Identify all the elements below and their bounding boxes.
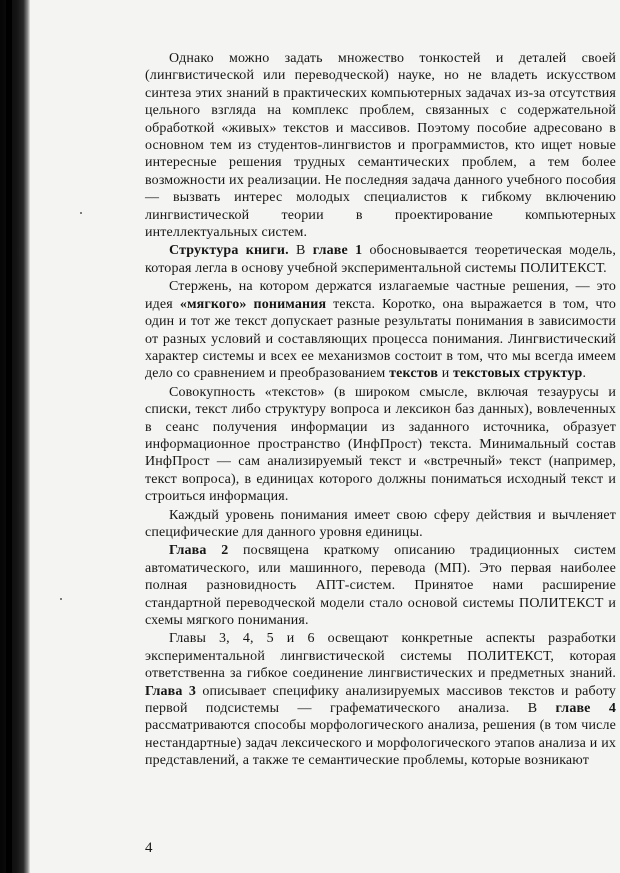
- text-run: В: [288, 243, 313, 259]
- paragraph: [145, 630, 616, 769]
- page-number: 4: [145, 840, 153, 856]
- text-run: Главы 3, 4, 5 и 6 освещают конкретные аспекты разработки экспериментальной лингвистической системы ПОЛИТЕКСТ, которая ответственна за гибкое соединение лингвистических и предметных знаний.: [145, 631, 616, 682]
- paragraph: [145, 384, 616, 506]
- paragraph: [145, 507, 616, 542]
- text-run: описывает специфику анализируемых массивов текстов и работу первой подсистемы — графематического анализа. В: [145, 683, 616, 717]
- text-run: и: [438, 366, 454, 382]
- bold-run: Структура книги.: [169, 243, 289, 259]
- scan-speck: [60, 598, 62, 600]
- text-run: Однако можно задать множество тонкостей и деталей своей (лингвистической или переводческой) науке, но не владеть искусством синтеза этих знаний в практических компьютерных задачах из-за отсутствия цельного взгляда на комплекс проблем, связанных с содержательной обработкой «живых» текстов и массивов. Поэтому пособие адресовано в основном тем из студентов-лингвистов и программистов, кто ищет новые интересные решения трудных семантических проблем, а тем более возможности их реализации. Не последняя задача данного учебного пособия — вызвать интерес молодых специалистов к гибкому включению лингвистической теории в проектирование компьютерных интеллектуальных систем.: [145, 51, 616, 241]
- text-run: обосновывается теоретическая модель, которая легла в основу учебной экспериментальной системы ПОЛИТЕКСТ.: [145, 243, 616, 276]
- paragraph: [145, 542, 616, 629]
- text-run: .: [582, 366, 587, 382]
- text-run: посвящена краткому описанию традиционных систем автоматического, или машинного, перевода (МП). Это первая наиболее полная разновидность АПТ-систем. Принятое нами расширение стандартной переводческой модели стало основой системы ПОЛИТЕКСТ и схемы мягкого понимания.: [145, 543, 616, 628]
- bold-run: главе 4: [555, 701, 617, 717]
- paragraph: [145, 50, 616, 241]
- text-run: Каждый уровень понимания имеет свою сферу действия и вычленяет специфические для данного уровня единицы.: [145, 507, 616, 540]
- paragraph: [145, 278, 616, 382]
- bold-run: главе 1: [312, 243, 363, 259]
- text-run: рассматриваются способы морфологического анализа, решения (в том числе нестандартные) задач лексического и морфологического этапов анализа и их представлений, а также те семантические проблемы, которые возникают: [145, 718, 616, 769]
- bold-run: «мягкого» понимания: [179, 296, 327, 312]
- text-run: Стержень, на котором держатся излагаемые частные решения, — это идея: [145, 279, 616, 312]
- text-run: текста. Коротко, она выражается в том, что один и тот же текст допускает разные результаты понимания в зависимости от разных условий и составляющих процесса понимания. Лингвистический характер системы и всех ее механизмов состоит в том, что мы всегда имеем дело со сравнением и преобразованием: [145, 296, 616, 382]
- bold-run: Глава 3: [145, 683, 197, 699]
- bold-run: текстов: [389, 366, 439, 382]
- bold-run: Глава 2: [169, 543, 229, 559]
- book-spine-shadow: [0, 0, 30, 873]
- page-body-text: [145, 50, 616, 770]
- bold-run: текстовых структур: [453, 366, 583, 382]
- paragraph: [145, 242, 616, 277]
- scan-speck: [80, 212, 82, 214]
- text-run: Совокупность «текстов» (в широком смысле, включая тезаурусы и списки, текст либо структуру вопроса и лексикон баз данных), вовлеченных в сеанс получения информации из заданного источника, образует информационное пространство (ИнфПрост) текста. Минимальный состав ИнфПрост — сам анализируемый текст и «встречный» текст (например, текст вопроса), в единицах которого должны пониматься исходный текст и строиться информация.: [145, 384, 616, 505]
